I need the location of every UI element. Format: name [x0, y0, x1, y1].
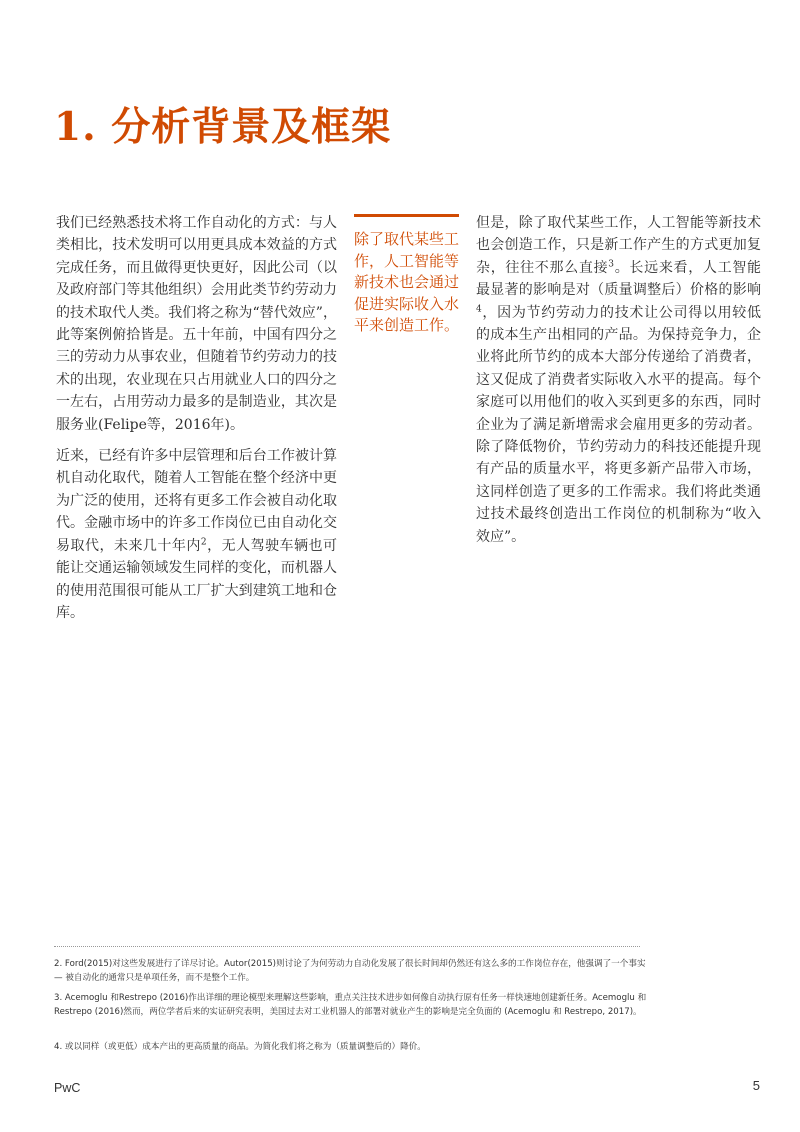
page-number: 5	[752, 1078, 760, 1093]
left-column	[56, 212, 337, 633]
body-paragraph	[476, 212, 761, 548]
footnote-ref[interactable]: 2	[200, 537, 207, 548]
body-text: 但是，除了取代某些工作，人工智能等新技术也会创造工作，只是新工作产生的方式更加复杂，往往不那么直接	[476, 215, 761, 276]
pull-quote: 除了取代某些工作，人工智能等新技术也会通过促进实际收入水平来创造工作。	[354, 214, 459, 337]
footnote-2: 2. Ford(2015)对这些发展进行了详尽讨论。Autor(2015)则讨论了为何劳动力自动化发展了很长时间却仍然还有这么多的工作岗位存在，他强调了一个事实 — 被自动化的通常只是单项任务，而不是整个工作。	[54, 959, 646, 983]
body-text: ，因为节约劳动力的技术让公司得以用较低的成本生产出相同的产品。为保持竞争力，企业将此所节约的成本大部分传递给了消费者，这又促成了消费者实际收入水平的提高。每个家庭可以用他们的收入买到更多的东西，同时企业为了满足新增需求会雇用更多的劳动者。除了降低物价，节约劳动力的科技还能提升现有产品的质量水平，将更多新产品带入市场，这同样创造了更多的工作需求。我们将此类通过技术最终创造出工作岗位的机制称为“收入效应”。	[476, 304, 761, 545]
body-paragraph: 我们已经熟悉技术将工作自动化的方式：与人类相比，技术发明可以用更具成本效益的方式完成任务，而且做得更快更好，因此公司（以及政府部门等其他组织）会用此类节约劳动力的技术取代人类。我们将之称为“替代效应”，此等案例俯拾皆是。五十年前，中国有四分之三的劳动力从事农业，但随着节约劳动力的技术的出现，农业现在只占用就业人口的四分之一左右，占用劳动力最多的是制造业，其次是服务业(Felipe等，2016年)。	[56, 215, 337, 433]
body-text: 近来，已经有许多中层管理和后台工作被计算机自动化取代，随着人工智能在整个经济中更为广泛的使用，还将有更多工作会被自动化取代。金融市场中的许多工作岗位已由自动化交易取代，未来几十年内	[56, 448, 337, 554]
page-title: 1. 分析背景及框架	[54, 104, 392, 150]
footnote-ref[interactable]: 3	[608, 259, 615, 270]
body-paragraph	[56, 445, 337, 624]
footnote-ref[interactable]: 4	[476, 303, 482, 314]
right-column	[476, 212, 761, 557]
footnote-4: 4. 或以同样（或更低）成本产出的更高质量的商品。为简化我们将之称为（质量调整后的）降价。	[54, 1042, 426, 1052]
body-text: 。长远来看，人工智能最显著的影响是对（质量调整后）价格的影响	[476, 259, 762, 299]
brand-label: PwC	[54, 1081, 81, 1095]
body-text: ，无人驾驶车辆也可能让交通运输领域发生同样的变化，而机器人的使用范围很可能从工厂扩大到建筑工地和仓库。	[56, 537, 338, 621]
footnote-3: 3. Acemoglu 和Restrepo (2016)作出详细的理论模型来理解这些影响，重点关注技术进步如何像自动执行原有任务一样快速地创建新任务。Acemoglu 和Restrepo (2016)然而，两位学者后来的实证研究表明，美国过去对工业机器人的部署对就业产生的影响是完全负面的 (Acemoglu 和 Restrepo, 2017)。	[54, 993, 647, 1017]
footnote-divider	[54, 946, 640, 947]
